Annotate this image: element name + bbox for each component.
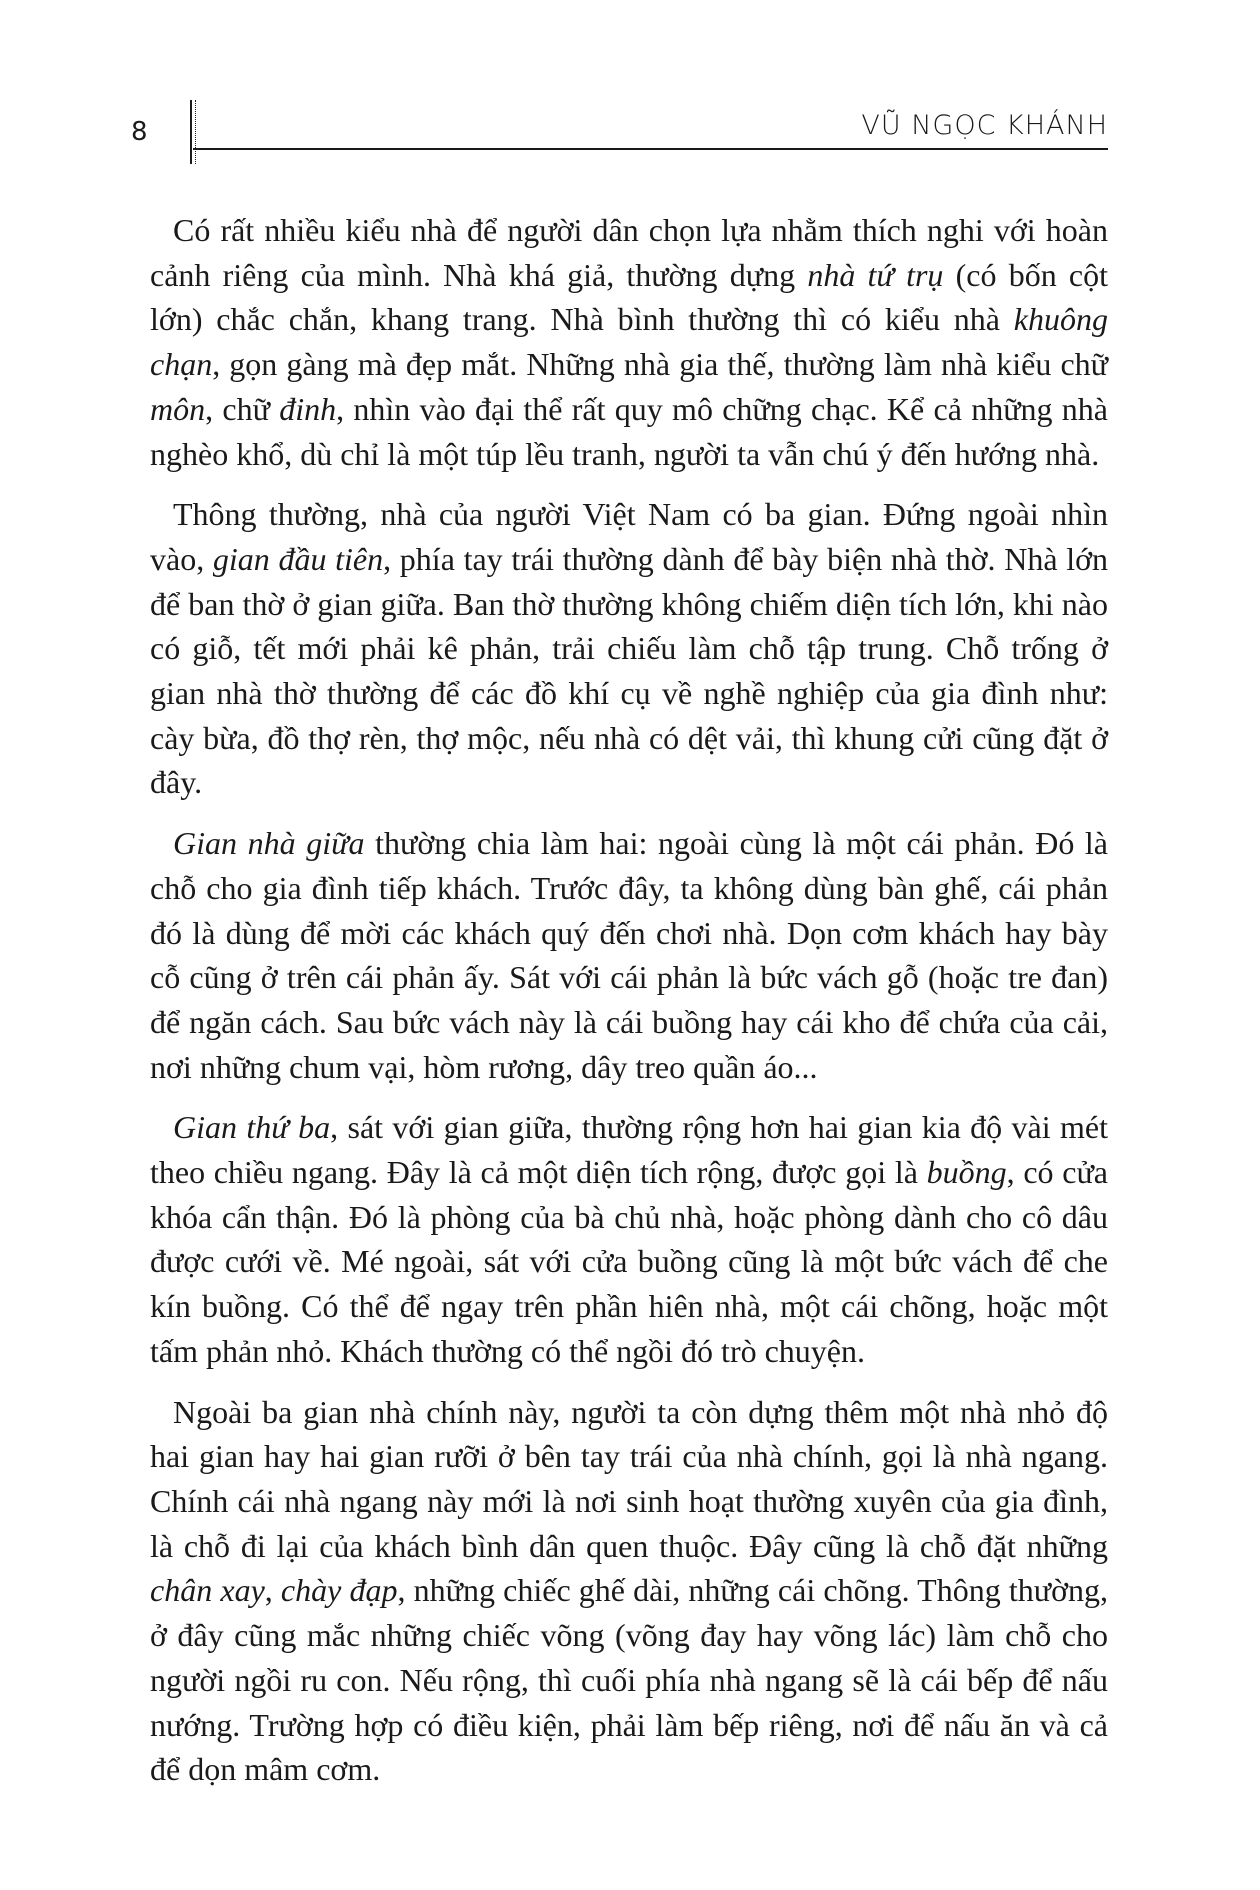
italic-term: khuông chạn [150,301,1108,383]
text-run: , gọn gàng mà đẹp mắt. Những nhà gia thế, thường làm nhà kiểu chữ [212,346,1108,383]
text-run: , phía tay trái thường dành để bày biện nhà thờ. Nhà lớn để ban thờ ở gian giữa. Ban thờ thường không chiếm diện tích lớn, khi nào có giỗ, tết mới phải kê phản, trải chiếu làm chỗ tập trung. Chỗ trống ở gian nhà thờ thường để các đồ khí cụ về nghề nghiệp của gia đình như: cày bừa, đồ thợ rèn, thợ mộc, nếu nhà có dệt vải, thì khung cửi cũng đặt ở đây. [150,540,1109,801]
italic-term: Gian thứ ba [173,1109,331,1146]
header-rule [193,148,1108,150]
paragraph [150,492,1108,805]
paragraph [150,1390,1108,1792]
page-number: 8 [131,117,148,147]
body-text [150,208,1108,1808]
italic-term: buồng [926,1154,1007,1191]
text-run: , có cửa khóa cẩn thận. Đó là phòng của bà chủ nhà, hoặc phòng dành cho cô dâu được cưới về. Mé ngoài, sát với cửa buồng cũng là một bức vách để che kín buồng. Có thể để ngay trên phần hiên nhà, một cái chõng, hoặc một tấm phản nhỏ. Khách thường có thể ngồi đó trò chuyện. [150,1154,1109,1369]
italic-term: chân xay [150,1572,265,1609]
paragraph [150,821,1108,1089]
text-run: , nhìn vào đại thể rất quy mô chững chạc. Kể cả những nhà nghèo khổ, dù chỉ là một túp lều tranh, người ta vẫn chú ý đến hướng nhà. [150,390,1109,472]
text-run: Thông thường, nhà của người Việt Nam có ba gian. Đứng ngoài nhìn vào, [150,496,1108,577]
header-divider [190,100,196,164]
page-header [0,0,1260,180]
running-head: VŨ NGỌC KHÁNH [861,110,1108,141]
italic-term: nhà tứ trụ [807,256,944,293]
text-run: Ngoài ba gian nhà chính này, người ta còn dựng thêm một nhà nhỏ độ hai gian hay hai gian rưỡi ở bên tay trái của nhà chính, gọi là nhà ngang. Chính cái nhà ngang này mới là nơi sinh hoạt thường xuyên của gia đình, là chỗ đi lại của khách bình dân quen thuộc. Đây cũng là chỗ đặt những [150,1393,1108,1564]
text-run: , chữ [205,390,280,427]
italic-term: môn [150,390,206,427]
italic-term: Gian nhà giữa [173,825,365,862]
text-run: , sát với gian giữa, thường rộng hơn hai gian kia độ vài mét theo chiều ngang. Đây là cả một diện tích rộng, được gọi là [150,1109,1109,1191]
text-run: , [264,1572,281,1609]
paragraph [150,1105,1108,1373]
text-run: (có bốn cột lớn) chắc chắn, khang trang. Nhà bình thường thì có kiểu nhà [150,256,1109,338]
italic-term: gian đầu tiên [212,540,384,577]
text-run: Có rất nhiều kiểu nhà để người dân chọn lựa nhằm thích nghi với hoàn cảnh riêng của mình. Nhà khá giả, thường dựng [150,212,1108,293]
italic-term: đinh [279,390,337,427]
text-run: thường chia làm hai: ngoài cùng là một cái phản. Đó là chỗ cho gia đình tiếp khách. Trước đây, ta không dùng bàn ghế, cái phản đó là dùng để mời các khách quý đến chơi nhà. Dọn cơm khách hay bày cỗ cũng ở trên cái phản ấy. Sát với cái phản là bức vách gỗ (hoặc tre đan) để ngăn cách. Sau bức vách này là cái buồng hay cái kho để chứa của cải, nơi những chum vại, hòm rương, dây treo quần áo... [150,825,1109,1085]
paragraph [150,208,1108,476]
text-run: , những chiếc ghế dài, những cái chõng. Thông thường, ở đây cũng mắc những chiếc võng (võng đay hay võng lác) làm chỗ cho người ngồi ru con. Nếu rộng, thì cuối phía nhà ngang sẽ là cái bếp để nấu nướng. Trường hợp có điều kiện, phải làm bếp riêng, nơi để nấu ăn và cả để dọn mâm cơm. [150,1572,1108,1788]
italic-term: chày đạp [280,1572,398,1609]
